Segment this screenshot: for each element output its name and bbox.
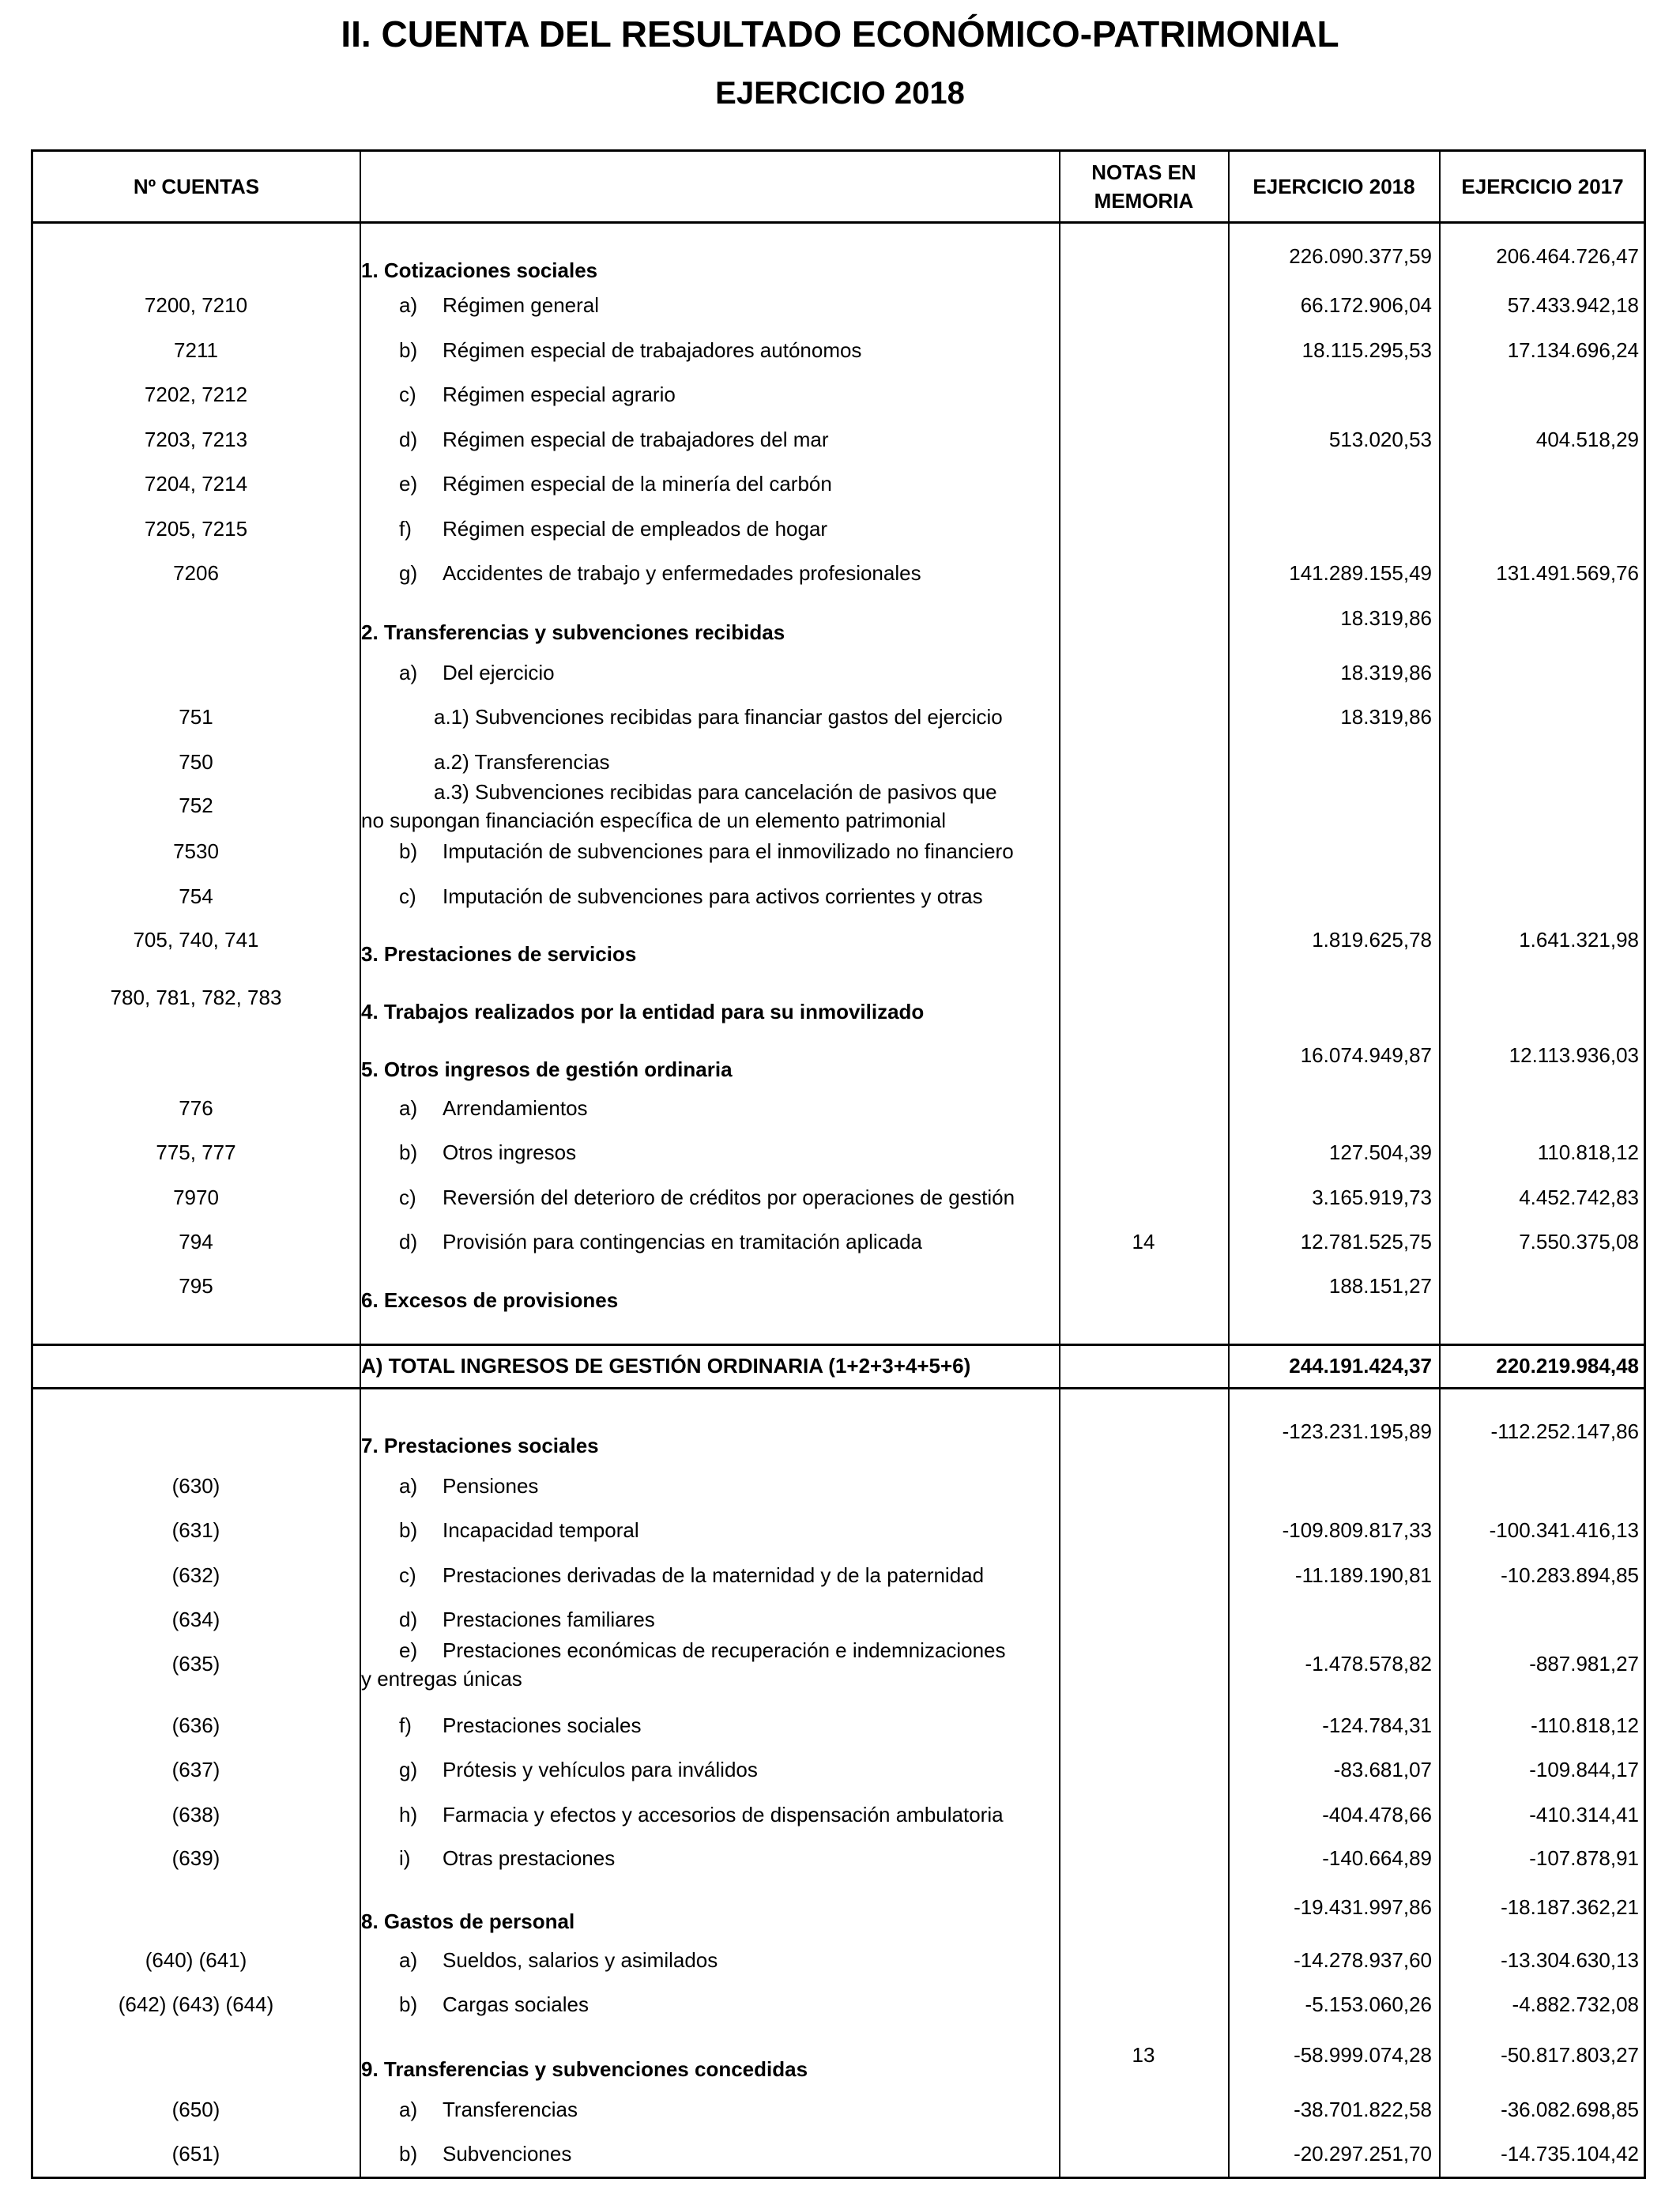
account-code: 751 bbox=[179, 705, 213, 729]
header-notes-line1: NOTAS EN bbox=[1091, 160, 1196, 184]
line-item-label bbox=[361, 1637, 1057, 1664]
section-heading bbox=[361, 941, 1057, 967]
amount-2017: 57.433.942,18 bbox=[1507, 293, 1639, 317]
amount-2017: 17.134.696,24 bbox=[1507, 338, 1639, 362]
amount-2017: -36.082.698,85 bbox=[1501, 2098, 1639, 2121]
amount-2017: 131.491.569,76 bbox=[1496, 561, 1639, 585]
item-text: 4. Trabajos realizados por la entidad para su inmovilizado bbox=[361, 1000, 925, 1023]
line-item-label bbox=[361, 1472, 1057, 1499]
line-item-label bbox=[361, 1562, 1057, 1589]
results-table bbox=[31, 149, 1646, 2179]
account-code: 7211 bbox=[174, 338, 218, 362]
item-text: Prestaciones familiares bbox=[443, 1608, 655, 1631]
item-text: Imputación de subvenciones para el inmovilizado no financiero bbox=[443, 839, 1014, 863]
amount-2018: -404.478,66 bbox=[1322, 1803, 1432, 1826]
line-item-label bbox=[361, 292, 1057, 319]
item-text: 5. Otros ingresos de gestión ordinaria bbox=[361, 1057, 733, 1081]
amount-2018: -109.809.817,33 bbox=[1282, 1518, 1432, 1542]
amount-2018: 12.781.525,75 bbox=[1300, 1230, 1432, 1253]
item-text: 3. Prestaciones de servicios bbox=[361, 942, 637, 966]
section-heading bbox=[361, 2056, 1057, 2083]
line-item-label bbox=[361, 560, 1057, 586]
item-letter: c) bbox=[399, 383, 416, 406]
item-letter: f) bbox=[399, 1713, 412, 1737]
amount-2017: 404.518,29 bbox=[1535, 428, 1639, 451]
amount-2017: -18.187.362,21 bbox=[1501, 1895, 1639, 1919]
item-letter: a) bbox=[399, 1948, 418, 1972]
line-item-label bbox=[361, 1095, 1057, 1122]
account-code: 7204, 7214 bbox=[144, 472, 248, 496]
amount-2018: 513.020,53 bbox=[1328, 428, 1432, 451]
header-notes bbox=[1060, 152, 1228, 221]
line-item-label bbox=[361, 426, 1057, 453]
account-code: 775, 777 bbox=[156, 1140, 236, 1164]
item-text: Régimen especial de trabajadores autónomos bbox=[443, 338, 862, 362]
item-text: a.3) Subvenciones recibidas para cancelación de pasivos que bbox=[434, 780, 997, 804]
section-heading bbox=[361, 1908, 1057, 1935]
account-code: (630) bbox=[171, 1474, 220, 1498]
item-text-continuation: no supongan financiación específica de un elemento patrimonial bbox=[361, 809, 947, 832]
line-item-label bbox=[361, 703, 1129, 730]
account-code: (637) bbox=[171, 1758, 220, 1781]
item-text: 2. Transferencias y subvenciones recibidas bbox=[361, 620, 785, 644]
item-text: Prestaciones derivadas de la maternidad y de la paternidad bbox=[443, 1563, 985, 1587]
item-text: A) TOTAL INGRESOS DE GESTIÓN ORDINARIA (1+2+3+4+5+6) bbox=[361, 1354, 971, 1378]
line-item-label bbox=[361, 1712, 1057, 1739]
section-heading bbox=[361, 257, 1057, 284]
item-text: Incapacidad temporal bbox=[443, 1518, 639, 1542]
item-text: Provisión para contingencias en tramitación aplicada bbox=[443, 1230, 923, 1253]
memo-note-ref: 13 bbox=[1132, 2043, 1155, 2067]
amount-2017: -110.818,12 bbox=[1531, 1713, 1639, 1737]
item-text: Prestaciones sociales bbox=[443, 1713, 642, 1737]
page-subtitle: EJERCICIO 2018 bbox=[715, 76, 965, 111]
line-item-label bbox=[361, 1801, 1057, 1828]
item-text: Del ejercicio bbox=[443, 661, 555, 684]
amount-2017: 7.550.375,08 bbox=[1519, 1230, 1639, 1253]
item-text: Otras prestaciones bbox=[443, 1846, 616, 1870]
amount-2017: -14.735.104,42 bbox=[1501, 2142, 1639, 2166]
account-code: (639) bbox=[171, 1846, 220, 1870]
memo-note-ref: 14 bbox=[1132, 1230, 1155, 1253]
account-code: (642) (643) (644) bbox=[118, 1992, 274, 2016]
section-heading bbox=[361, 1056, 1057, 1083]
account-code: 752 bbox=[179, 794, 213, 817]
item-text: 1. Cotizaciones sociales bbox=[361, 258, 598, 282]
item-letter: b) bbox=[399, 839, 418, 863]
amount-2018: -140.664,89 bbox=[1322, 1846, 1432, 1870]
item-text: 7. Prestaciones sociales bbox=[361, 1434, 599, 1457]
item-text: Régimen especial de empleados de hogar bbox=[443, 517, 828, 541]
amount-2018: -5.153.060,26 bbox=[1305, 1992, 1432, 2016]
account-code: 7530 bbox=[173, 839, 219, 863]
account-code: 7206 bbox=[173, 561, 219, 585]
section-heading bbox=[361, 1287, 1057, 1314]
amount-2018: 244.191.424,37 bbox=[1289, 1354, 1432, 1378]
account-code: (635) bbox=[171, 1652, 220, 1676]
account-code: (640) (641) bbox=[145, 1948, 247, 1972]
item-text: Otros ingresos bbox=[443, 1140, 577, 1164]
amount-2017: -13.304.630,13 bbox=[1501, 1948, 1639, 1972]
account-code: (636) bbox=[171, 1713, 220, 1737]
amount-2017: -100.341.416,13 bbox=[1489, 1518, 1639, 1542]
item-letter: b) bbox=[399, 1992, 418, 2016]
line-item-label bbox=[361, 1517, 1057, 1544]
amount-2018: -83.681,07 bbox=[1333, 1758, 1432, 1781]
line-item-label bbox=[361, 2096, 1057, 2123]
account-code: 754 bbox=[179, 884, 213, 908]
account-code: (650) bbox=[171, 2098, 220, 2121]
item-text: Farmacia y efectos y accesorios de dispensación ambulatoria bbox=[443, 1803, 1004, 1826]
amount-2018: 141.289.155,49 bbox=[1289, 561, 1432, 585]
amount-2017: 110.818,12 bbox=[1537, 1140, 1639, 1164]
amount-2018: 226.090.377,59 bbox=[1289, 244, 1432, 268]
item-text: Arrendamientos bbox=[443, 1096, 588, 1120]
account-code: 7203, 7213 bbox=[144, 428, 248, 451]
item-text: Cargas sociales bbox=[443, 1992, 589, 2016]
page-title: II. CUENTA DEL RESULTADO ECONÓMICO-PATRIMONIAL bbox=[341, 13, 1339, 55]
line-item-label bbox=[361, 659, 1057, 686]
line-item-label bbox=[361, 778, 1129, 805]
column-divider bbox=[1059, 152, 1060, 2177]
amount-2017: 1.641.321,98 bbox=[1519, 928, 1639, 952]
item-letter: a) bbox=[399, 661, 418, 684]
item-letter: b) bbox=[399, 338, 418, 362]
item-letter: a) bbox=[399, 1096, 418, 1120]
line-item-label bbox=[361, 1845, 1057, 1872]
item-text: Subvenciones bbox=[443, 2142, 572, 2166]
item-letter: b) bbox=[399, 1518, 418, 1542]
line-item-label bbox=[361, 1606, 1057, 1633]
item-letter: i) bbox=[399, 1846, 411, 1870]
account-code: 780, 781, 782, 783 bbox=[110, 986, 282, 1009]
item-letter: e) bbox=[399, 472, 418, 496]
item-text: Accidentes de trabajo y enfermedades profesionales bbox=[443, 561, 921, 585]
line-item-label bbox=[361, 1184, 1057, 1211]
amount-2018: -38.701.822,58 bbox=[1294, 2098, 1432, 2121]
amount-2018: 127.504,39 bbox=[1328, 1140, 1432, 1164]
amount-2018: 1.819.625,78 bbox=[1312, 928, 1432, 952]
amount-2017: -107.878,91 bbox=[1529, 1846, 1639, 1870]
item-text-continuation: y entregas únicas bbox=[361, 1667, 522, 1691]
account-code: 776 bbox=[179, 1096, 213, 1120]
account-code: 705, 740, 741 bbox=[133, 928, 259, 952]
section-heading bbox=[361, 998, 1057, 1025]
item-letter: b) bbox=[399, 1140, 418, 1164]
item-text: Régimen especial agrario bbox=[443, 383, 676, 406]
amount-2018: 188.151,27 bbox=[1328, 1274, 1432, 1298]
amount-2018: -20.297.251,70 bbox=[1294, 2142, 1432, 2166]
account-code: 795 bbox=[179, 1274, 213, 1298]
amount-2017: -109.844,17 bbox=[1529, 1758, 1639, 1781]
item-text: 8. Gastos de personal bbox=[361, 1909, 575, 1933]
item-letter: d) bbox=[399, 428, 418, 451]
account-code: (634) bbox=[171, 1608, 220, 1631]
line-item-label bbox=[361, 381, 1057, 408]
item-text: Prótesis y vehículos para inválidos bbox=[443, 1758, 758, 1781]
amount-2018: 3.165.919,73 bbox=[1312, 1186, 1432, 1209]
header-notes-line2: MEMORIA bbox=[1094, 189, 1194, 213]
amount-2018: 16.074.949,87 bbox=[1300, 1043, 1432, 1067]
amount-2018: -58.999.074,28 bbox=[1294, 2043, 1432, 2067]
item-text: a.1) Subvenciones recibidas para financiar gastos del ejercicio bbox=[434, 705, 1003, 729]
amount-2017: 12.113.936,03 bbox=[1509, 1043, 1639, 1067]
item-letter: e) bbox=[399, 1638, 418, 1662]
amount-2018: 18.319,86 bbox=[1340, 606, 1432, 630]
item-letter: a) bbox=[399, 1474, 418, 1498]
account-code: (631) bbox=[171, 1518, 220, 1542]
line-item-label bbox=[361, 1991, 1057, 2018]
line-item-label bbox=[361, 748, 1129, 775]
line-item-label bbox=[361, 2140, 1057, 2167]
amount-2017: -112.252.147,86 bbox=[1490, 1419, 1639, 1443]
account-code: (638) bbox=[171, 1803, 220, 1826]
amount-2017: -887.981,27 bbox=[1529, 1652, 1639, 1676]
line-item-label bbox=[361, 1228, 1057, 1255]
item-text: Transferencias bbox=[443, 2098, 578, 2121]
item-text: Reversión del deterioro de créditos por operaciones de gestión bbox=[443, 1186, 1015, 1209]
item-text: Régimen especial de trabajadores del mar bbox=[443, 428, 829, 451]
line-item-label bbox=[361, 1139, 1057, 1166]
section-heading bbox=[361, 1352, 1057, 1379]
item-letter: d) bbox=[399, 1608, 418, 1631]
amount-2017: 206.464.726,47 bbox=[1496, 244, 1639, 268]
amount-2018: -14.278.937,60 bbox=[1294, 1948, 1432, 1972]
line-item-label bbox=[361, 1756, 1057, 1783]
line-item-label bbox=[361, 515, 1057, 542]
amount-2018: 18.115.295,53 bbox=[1301, 338, 1432, 362]
item-text: Sueldos, salarios y asimilados bbox=[443, 1948, 718, 1972]
item-text: Régimen general bbox=[443, 293, 600, 317]
item-letter: h) bbox=[399, 1803, 418, 1826]
item-letter: a) bbox=[399, 293, 418, 317]
item-text: 9. Transferencias y subvenciones concedidas bbox=[361, 2057, 808, 2081]
amount-2018: -1.478.578,82 bbox=[1305, 1652, 1432, 1676]
amount-2018: -123.231.195,89 bbox=[1282, 1419, 1432, 1443]
item-text: Prestaciones económicas de recuperación e indemnizaciones bbox=[443, 1638, 1006, 1662]
account-code: 7202, 7212 bbox=[144, 383, 248, 406]
amount-2017: 220.219.984,48 bbox=[1496, 1354, 1639, 1378]
line-item-label bbox=[361, 470, 1057, 497]
account-code: (651) bbox=[171, 2142, 220, 2166]
item-letter: a) bbox=[399, 2098, 418, 2121]
amount-2018: -11.189.190,81 bbox=[1295, 1563, 1432, 1587]
item-text: 6. Excesos de provisiones bbox=[361, 1288, 619, 1312]
account-code: 750 bbox=[179, 750, 213, 774]
item-letter: g) bbox=[399, 1758, 418, 1781]
item-letter: f) bbox=[399, 517, 412, 541]
line-item-label bbox=[361, 838, 1057, 865]
item-letter: c) bbox=[399, 1563, 416, 1587]
account-code: 794 bbox=[179, 1230, 213, 1253]
line-item-label bbox=[361, 337, 1057, 364]
item-text: Imputación de subvenciones para activos corrientes y otras bbox=[443, 884, 983, 908]
item-letter: b) bbox=[399, 2142, 418, 2166]
item-letter: c) bbox=[399, 1186, 416, 1209]
item-letter: c) bbox=[399, 884, 416, 908]
table-header bbox=[33, 152, 1644, 224]
section-heading bbox=[361, 619, 1057, 646]
amount-2018: 18.319,86 bbox=[1340, 661, 1432, 684]
account-code: 7200, 7210 bbox=[144, 293, 248, 317]
amount-2018: -19.431.997,86 bbox=[1294, 1895, 1432, 1919]
account-code: 7970 bbox=[173, 1186, 219, 1209]
amount-2017: -50.817.803,27 bbox=[1501, 2043, 1639, 2067]
amount-2018: 18.319,86 bbox=[1340, 705, 1432, 729]
header-accounts: Nº CUENTAS bbox=[133, 175, 260, 198]
header-year-2018: EJERCICIO 2018 bbox=[1252, 175, 1415, 198]
item-text: a.2) Transferencias bbox=[434, 750, 610, 774]
amount-2017: 4.452.742,83 bbox=[1519, 1186, 1639, 1209]
account-code: (632) bbox=[171, 1563, 220, 1587]
header-year-2017: EJERCICIO 2017 bbox=[1461, 175, 1624, 198]
amount-2017: -4.882.732,08 bbox=[1512, 1992, 1639, 2016]
item-letter: g) bbox=[399, 561, 418, 585]
line-item-label bbox=[361, 1947, 1057, 1973]
account-code: 7205, 7215 bbox=[144, 517, 248, 541]
amount-2017: -410.314,41 bbox=[1529, 1803, 1639, 1826]
section-heading bbox=[361, 1432, 1057, 1459]
amount-2018: -124.784,31 bbox=[1322, 1713, 1432, 1737]
item-text: Pensiones bbox=[443, 1474, 539, 1498]
amount-2018: 66.172.906,04 bbox=[1300, 293, 1432, 317]
item-letter: d) bbox=[399, 1230, 418, 1253]
line-item-label bbox=[361, 883, 1057, 910]
amount-2017: -10.283.894,85 bbox=[1501, 1563, 1639, 1587]
item-text: Régimen especial de la minería del carbón bbox=[443, 472, 832, 496]
